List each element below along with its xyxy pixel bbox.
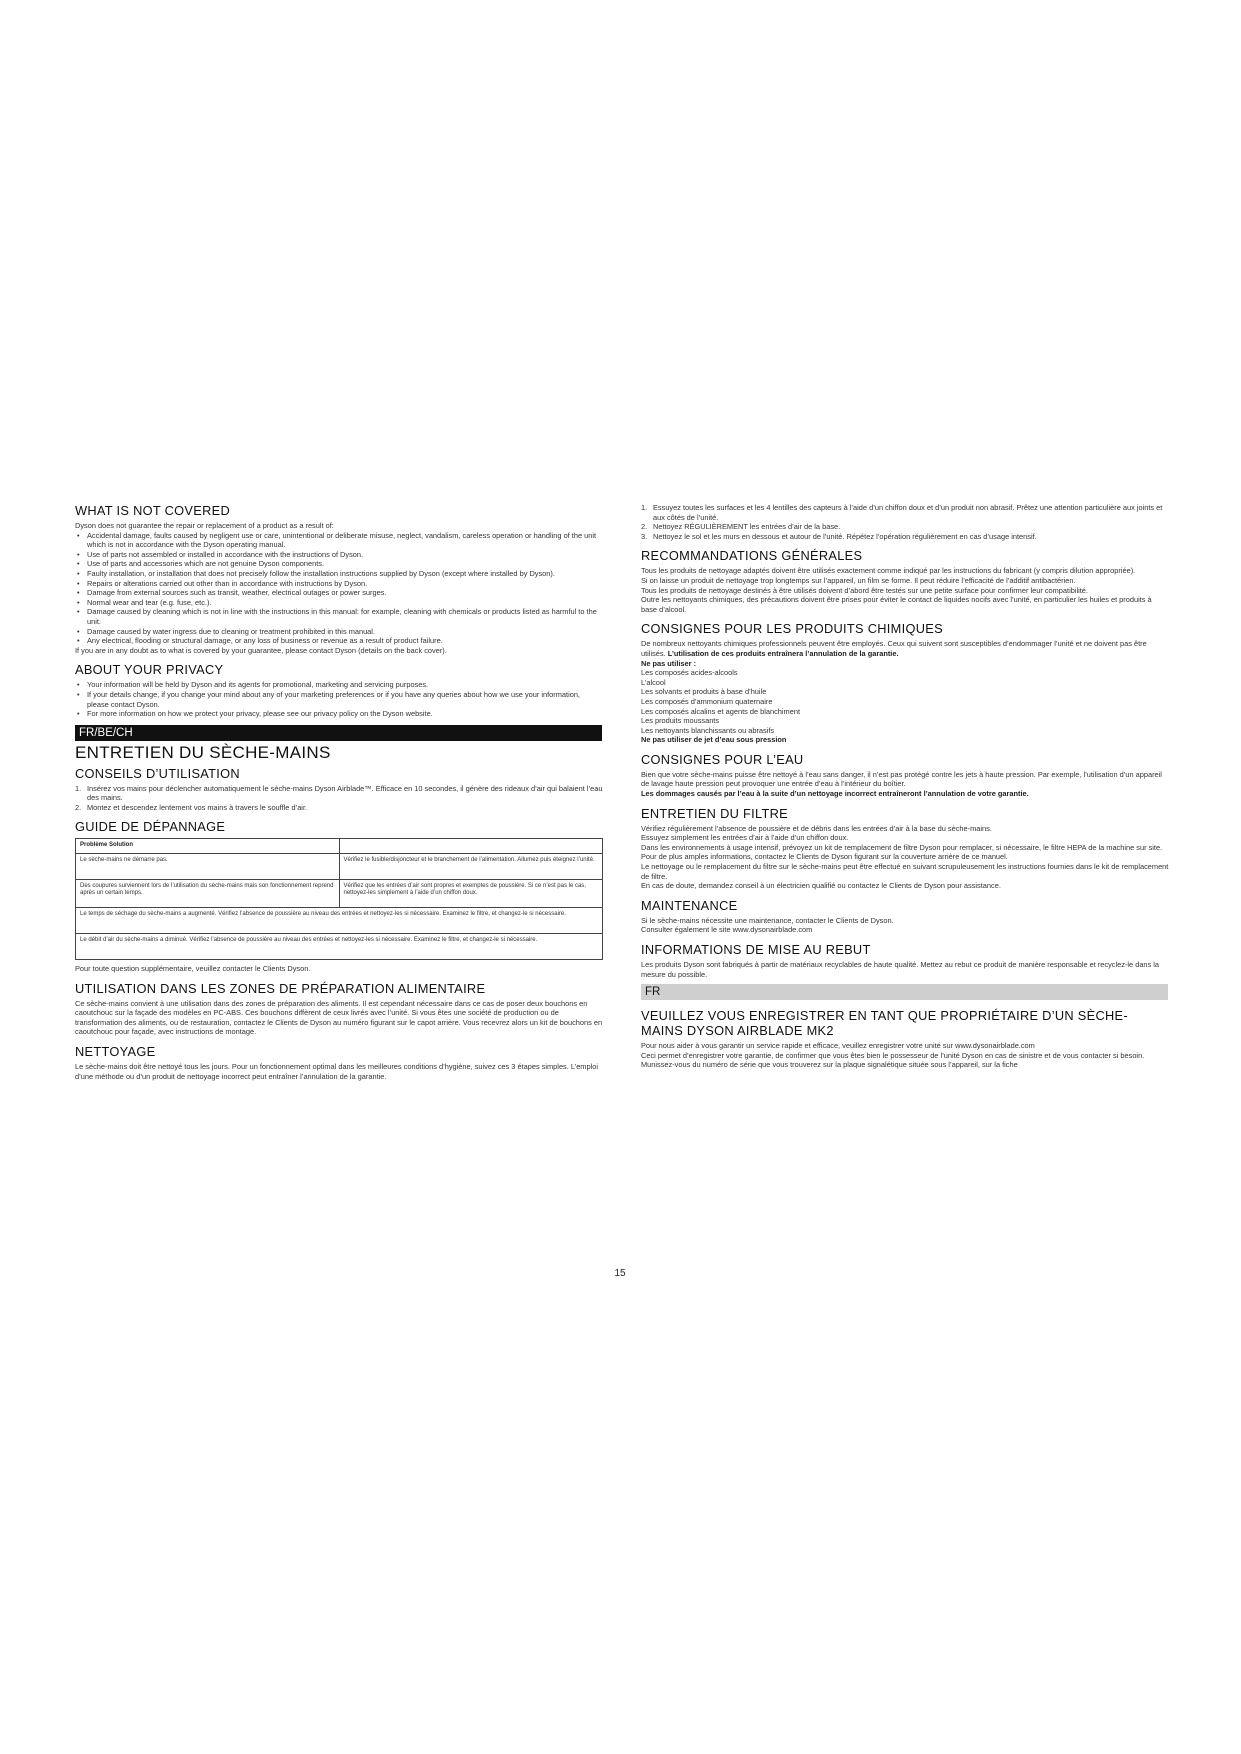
item-number: 2. bbox=[641, 522, 648, 532]
list-item bbox=[75, 803, 603, 813]
filtre-section bbox=[641, 806, 1169, 891]
guide-heading: GUIDE DE DÉPANNAGE bbox=[75, 819, 226, 835]
rebut-heading: INFORMATIONS DE MISE AU REBUT bbox=[641, 942, 871, 957]
paragraph-line: Tous les produits de nettoyage destinés à être utilisés doivent d’abord être testés sur une petite surface pour confirmer leur compatibilité. bbox=[641, 585, 1088, 595]
table-row bbox=[76, 879, 603, 907]
rebut-text: Les produits Dyson sont fabriqués à partir de matériaux recyclables de haute qualité. Mettez au rebut ce produit de manière responsable et recyclez-le dans la mesure du possible. bbox=[641, 960, 1160, 979]
table-row bbox=[76, 907, 603, 933]
paragraph-line: Vérifiez régulièrement l’absence de poussière et de débris dans les entrées d’air à la base du sèche-mains. bbox=[641, 823, 992, 833]
privacy-list bbox=[75, 680, 603, 718]
enregistrer-heading: VEUILLEZ VOUS ENREGISTRER EN TANT QUE PROPRIÉTAIRE D’UN SÈCHE-MAINS DYSON AIRBLADE MK2 bbox=[641, 1008, 1128, 1039]
region-bar-fr-be-ch: FR/BE/CH bbox=[75, 725, 602, 741]
list-item: • Damage caused by cleaning which is not in line with the instructions in this manual: for example, cleaning with chemicals or products listed as harmful to the unit. bbox=[75, 607, 603, 626]
item-number: 2. bbox=[75, 802, 82, 812]
eau-text: Bien que votre sèche-mains puisse être nettoyé à l’eau sans danger, il n’est pas protégé contre les jets à haute pression. Par exemple, l’utilisation d’un appareil de lavage haute pression peut provoquer une entrée d’eau à l’intérieur du boîtier. bbox=[641, 769, 1162, 789]
list-item: Les composés alcalins et agents de blanchiment bbox=[641, 706, 800, 716]
paragraph-line: Le nettoyage ou le remplacement du filtre sur le sèche-mains peut être effectué en suivant scrupuleusement les instructions fournies dans le kit de remplacement de filtre. bbox=[641, 862, 1169, 881]
paragraph-line: Ceci permet d’enregistrer votre garantie, de confirmer que vous êtes bien le possesseur de l’unité Dyson en cas de sinistre et de vous contacter si besoin. bbox=[641, 1050, 1145, 1060]
list-item: Les produits moussants bbox=[641, 716, 720, 726]
not-covered-section bbox=[75, 503, 603, 655]
list-item: Les composés d’ammonium quaternaire bbox=[641, 696, 773, 706]
list-item bbox=[641, 522, 1169, 532]
rebut-section bbox=[641, 942, 1169, 979]
conseils-list bbox=[75, 784, 603, 813]
guide-section bbox=[75, 819, 603, 973]
item-text: Montez et descendez lentement vos mains à travers le souffle d’air. bbox=[87, 802, 308, 812]
list-item: • Your information will be held by Dyson and its agents for promotional, marketing and servicing purposes. bbox=[75, 680, 603, 690]
chimiques-outro: Ne pas utiliser de jet d’eau sous pression bbox=[641, 735, 787, 745]
eau-heading: CONSIGNES POUR L’EAU bbox=[641, 751, 804, 767]
recommandations-section bbox=[641, 548, 1169, 614]
chimiques-heading: CONSIGNES POUR LES PRODUITS CHIMIQUES bbox=[641, 621, 943, 637]
guide-note: Pour toute question supplémentaire, veuillez contacter le Clients Dyson. bbox=[75, 963, 311, 973]
list-item: Les nettoyants blanchissants ou abrasifs bbox=[641, 725, 775, 735]
item-number: 3. bbox=[641, 531, 648, 541]
enregistrer-section bbox=[641, 1008, 1169, 1070]
list-item: • Normal wear and tear (e.g. fuse, etc.). bbox=[75, 598, 603, 608]
list-item: • Any electrical, flooding or structural damage, or any loss of business or revenue as a result of product failure. bbox=[75, 636, 603, 646]
filtre-heading: ENTRETIEN DU FILTRE bbox=[641, 805, 788, 821]
paragraph-line: Pour nous aider à vous garantir un service rapide et efficace, veuillez enregistrer votre unité sur www.dysonairblade.com bbox=[641, 1041, 1035, 1051]
nettoyage-section bbox=[75, 1044, 603, 1081]
cleaning-steps bbox=[641, 503, 1169, 541]
alimentaire-text: Ce sèche-mains convient à une utilisation dans des zones de préparation des aliments. Il est cependant nécessaire dans ce cas de poser deux bouchons en caoutchouc sur la façade des modèles en PC-ABS. Ces bouchons diffèrent de ceux livrés avec l’unité. Si vous êtes une société de production ou de transformation des aliments, ou de restauration, contactez le Clients de Dyson au numéro figurant sur le capot arrière. Vous recevrez alors un kit de bouchons en caoutchouc pour façade, avec instructions de montage. bbox=[75, 998, 603, 1037]
maintenance-section bbox=[641, 898, 1169, 935]
table-cell-problem: Le temps de séchage du sèche-mains a augmenté. Vérifiez l’absence de poussière au niveau des entrées et nettoyez-les si nécessaire. Examinez le filtre, et changez-le si nécessaire. bbox=[76, 907, 603, 933]
not-covered-outro: If you are in any doubt as to what is covered by your guarantee, please contact Dyson (details on the back cover). bbox=[75, 645, 447, 655]
list-item: • If your details change, if you change your mind about any of your marketing preferences or if you have any queries about how we use your information, please contact Dyson. bbox=[75, 690, 603, 709]
alimentaire-section bbox=[75, 981, 603, 1037]
eau-section bbox=[641, 752, 1169, 799]
paragraph-line: Tous les produits de nettoyage adaptés doivent être utilisés exactement comme indiqué par les instructions du fabricant (y compris dilution appropriée). bbox=[641, 566, 1136, 576]
privacy-section bbox=[75, 662, 603, 718]
paragraph-line: Consulter également le site www.dysonairblade.com bbox=[641, 925, 813, 935]
list-item: • Damage from external sources such as transit, weather, electrical outages or power surges. bbox=[75, 588, 603, 598]
paragraph-line: Si on laisse un produit de nettoyage trop longtemps sur l’appareil, un film se forme. Il peut réduire l’efficacité de l’additif antibactérien. bbox=[641, 575, 1076, 585]
right-column bbox=[641, 503, 1169, 1070]
conseils-heading: CONSEILS D’UTILISATION bbox=[75, 765, 240, 781]
table-cell-solution: Vérifiez que les entrées d’air sont propres et exemptes de poussière. Si ce n’est pas le cas, nettoyez-les simplement à l’aide d’un chiffon doux. bbox=[339, 879, 603, 907]
list-item: • Accidental damage, faults caused by negligent use or care, unintentional or deliberate misuse, neglect, vandalism, careless operation or handling of the unit which is not in accordance with the Dyson operating manual. bbox=[75, 531, 603, 550]
table-cell-problem: Le sèche-mains ne démarre pas. bbox=[76, 853, 340, 879]
table-cell-problem: Des coupures surviennent lors de l’utilisation du sèche-mains mais son fonctionnement reprend après un certain temps. bbox=[76, 879, 340, 907]
chimiques-intro-text: De nombreux nettoyants chimiques professionnels peuvent être employés. Ceux qui suivent sont susceptibles d’endommager l’unité et ne doivent pas être utilisés. bbox=[641, 639, 1147, 658]
left-column bbox=[75, 503, 603, 1081]
list-item bbox=[75, 784, 603, 803]
item-text: Essuyez toutes les surfaces et les 4 lentilles des capteurs à l’aide d’un chiffon doux et d’un produit non abrasif. Prêtez une attention particulière aux joints et aux côtés de l’unité. bbox=[653, 503, 1163, 522]
list-item: • For more information on how we protect your privacy, please see our privacy policy on the Dyson website. bbox=[75, 709, 603, 719]
paragraph-line: Dans les environnements à usage intensif, prévoyez un kit de remplacement de filtre Dyson pour remplacer, si nécessaire, le filtre HEPA de la machine sur site. Pour de plus amples informations, contactez le Clients de Dyson figurant sur la couverture arrière de ce manuel. bbox=[641, 842, 1163, 862]
chimiques-warning: L’utilisation de ces produits entraînera l’annulation de la garantie. bbox=[667, 648, 899, 658]
nettoyage-heading: NETTOYAGE bbox=[75, 1043, 156, 1059]
chimiques-section bbox=[641, 621, 1169, 745]
eau-warning: Les dommages causés par l’eau à la suite d’un nettoyage incorrect entraîneront l’annulation de votre garantie. bbox=[641, 789, 1029, 799]
not-covered-heading: WHAT IS NOT COVERED bbox=[75, 503, 231, 518]
recommandations-heading: RECOMMANDATIONS GÉNÉRALES bbox=[641, 548, 863, 564]
item-number: 1. bbox=[641, 503, 648, 512]
list-item: • Use of parts not assembled or installed in accordance with the instructions of Dyson. bbox=[75, 550, 603, 560]
table-cell-problem: Le débit d’air du sèche-mains a diminué. Vérifiez l’absence de poussière au niveau des entrées et nettoyez-les si nécessaire. Examinez le filtre, et changez-le si nécessaire. bbox=[76, 933, 603, 959]
paragraph-line: Si le sèche-mains nécessite une maintenance, contacter le Clients de Dyson. bbox=[641, 915, 894, 925]
list-item: L’alcool bbox=[641, 677, 666, 687]
maintenance-heading: MAINTENANCE bbox=[641, 897, 738, 913]
list-item bbox=[641, 503, 1169, 522]
paragraph-line: Essuyez simplement les entrées d’air à l’aide d’un chiffon doux. bbox=[641, 833, 849, 843]
item-text: Insérez vos mains pour déclencher automatiquement le sèche-mains Dyson Airblade™. Efficace en 10 secondes, il génère des rideaux d’air qui balaient l’eau des mains. bbox=[87, 783, 603, 803]
chimiques-no-use: Ne pas utiliser : bbox=[641, 658, 697, 668]
nettoyage-text: Le sèche-mains doit être nettoyé tous les jours. Pour un fonctionnement optimal dans les meilleures conditions d’hygiène, suivez ces 3 étapes simples. L’emploi d’une méthode ou d’un produit de nettoyage incorrect peut entraîner l’annulation de la garantie. bbox=[75, 1061, 598, 1081]
item-text: Nettoyez RÉGULIÈREMENT les entrées d’air de la base. bbox=[653, 522, 841, 532]
privacy-heading: ABOUT YOUR PRIVACY bbox=[75, 662, 224, 678]
not-covered-intro: Dyson does not guarantee the repair or replacement of a product as a result of: bbox=[75, 521, 334, 530]
paragraph-line: Outre les nettoyants chimiques, des précautions doivent être prises pour éviter le contact de liquides nocifs avec l’unité, en particulier les huiles et produits à base d’alcool. bbox=[641, 595, 1152, 614]
list-item: • Faulty installation, or installation that does not precisely follow the installation instructions supplied by Dyson (except where installed by Dyson). bbox=[75, 569, 603, 579]
list-item: Les solvants et produits à base d’huile bbox=[641, 687, 767, 697]
item-text: Nettoyez le sol et les murs en dessous et autour de l’unité. Répétez l’opération régulièrement en cas d’usage intensif. bbox=[653, 531, 1037, 541]
conseils-section bbox=[75, 766, 603, 813]
table-row bbox=[76, 853, 603, 879]
table-cell-solution: Vérifiez le fusible/disjoncteur et le branchement de l’alimentation. Allumez puis éteignez l’unité. bbox=[339, 853, 603, 879]
list-item: Les composés acides-alcools bbox=[641, 668, 738, 678]
troubleshooting-table bbox=[75, 838, 603, 960]
item-number: 1. bbox=[75, 783, 82, 793]
table-row bbox=[76, 933, 603, 959]
paragraph-line: En cas de doute, demandez conseil à un électricien qualifié ou contactez le Clients de Dyson pour assistance. bbox=[641, 881, 1001, 891]
list-item: • Repairs or alterations carried out other than in accordance with instructions by Dyson. bbox=[75, 579, 603, 589]
region-bar-fr: FR bbox=[641, 984, 1168, 1000]
page-number: 15 bbox=[614, 1268, 626, 1279]
list-item: • Damage caused by water ingress due to cleaning or treatment prohibited in this manual. bbox=[75, 627, 603, 637]
table-header-row bbox=[76, 839, 603, 854]
alimentaire-heading: UTILISATION DANS LES ZONES DE PRÉPARATION ALIMENTAIRE bbox=[75, 980, 486, 996]
list-item: • Use of parts and accessories which are not genuine Dyson components. bbox=[75, 559, 603, 569]
page-title: ENTRETIEN DU SÈCHE-MAINS bbox=[75, 742, 331, 762]
table-header-cell bbox=[339, 839, 603, 854]
chimiques-intro bbox=[641, 639, 1169, 658]
table-header-cell: Problème Solution bbox=[76, 839, 340, 854]
not-covered-list bbox=[75, 531, 603, 646]
paragraph-line: Munissez-vous du numéro de série que vous trouverez sur la plaque signalétique située sous l’appareil, sur la fiche bbox=[641, 1060, 1018, 1070]
list-item bbox=[641, 532, 1169, 542]
